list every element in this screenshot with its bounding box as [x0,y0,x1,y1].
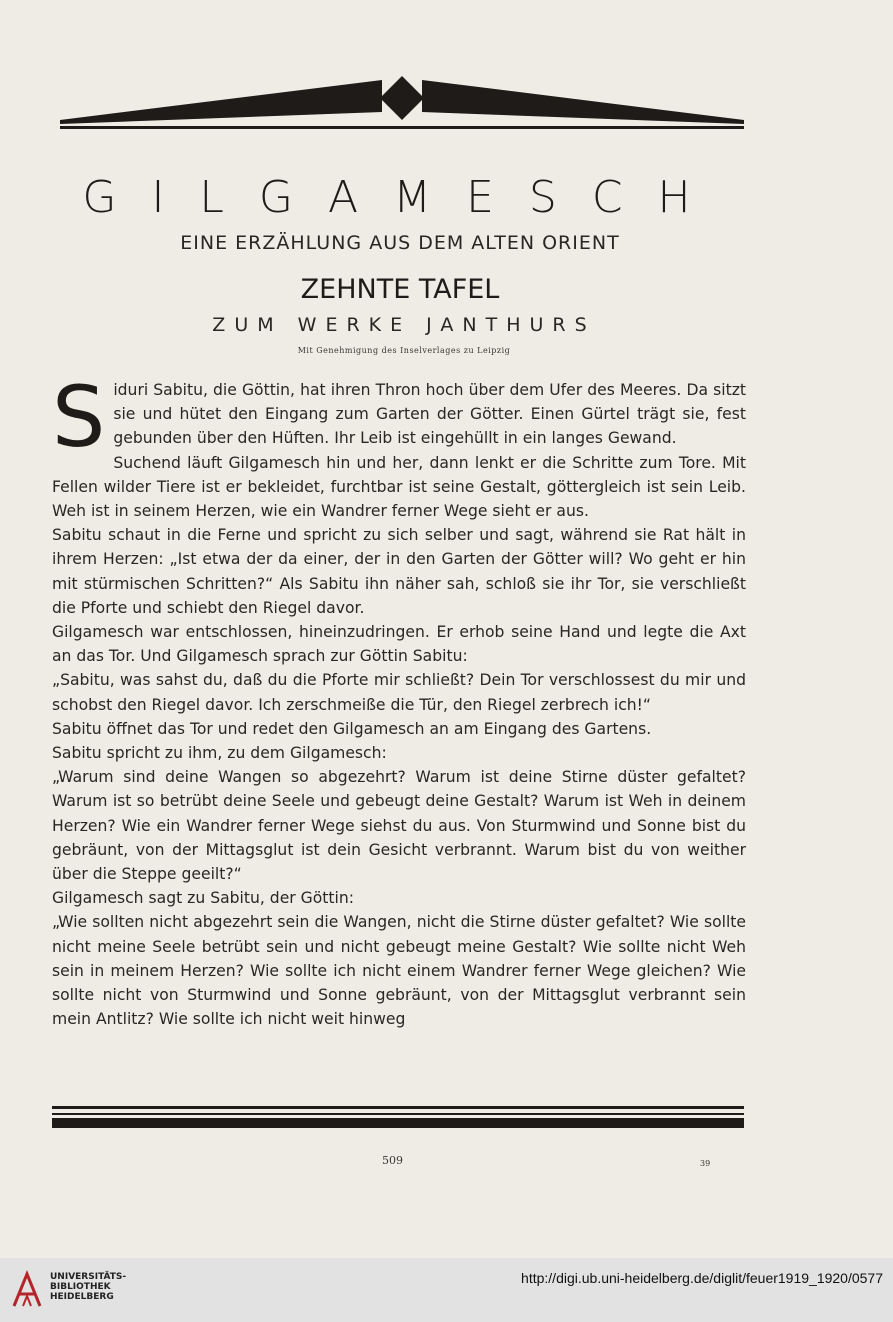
paragraph: Suchend läuft Gilgamesch hin und her, dann lenkt er die Schritte zum Tore. Mit Fellen wilder Tiere ist er bekleidet, furchtbar ist seine Gestalt, göttergleich ist sein Leib. Weh ist in seinem Herzen, wie ein Wandrer ferner Wege sieht er aus. [52,453,746,521]
page-number: 509 [382,1154,403,1167]
paragraph: Sabitu schaut in die Ferne und spricht zu sich selber und sagt, während sie Rat hält in ihrem Herzen: „Ist etwa der da einer, der in den Garten der Götter will? Wo geht er hin mit stürmischen Schritten?“ Als Sabitu ihn näher sah, schloß sie ihr Tor, sie verschließt die Pforte und schiebt den Riegel davor. [52,526,746,617]
permalink-url[interactable]: http://digi.ub.uni-heidelberg.de/diglit/feuer1919_1920/0577 [521,1270,883,1286]
signature-mark: 39 [700,1159,711,1168]
footer-ornament-rule [52,1106,744,1130]
drop-cap: S [52,368,106,466]
library-name[interactable]: UNIVERSITÄTS- BIBLIOTHEK HEIDELBERG [50,1272,127,1302]
paragraph: „Wie sollten nicht abgezehrt sein die Wangen, nicht die Stirne düster gefaltet? Wie sollte nicht meine Seele betrübt sein und nicht gebeugt meine Gestalt? Wie sollte nicht Weh sein in meinem Herzen? Wie sollte ich nicht einem Wandrer ferner Wege gleichen? Wie sollte nicht von Sturmwind und Sonne gebräunt, von der Mittagsglut verbrannt sein mein Antlitz? Wie sollte ich nicht weit hinweg [52,913,746,1029]
paragraph: Gilgamesch war entschlossen, hineinzudringen. Er erhob seine Hand und legte die Axt an das Tor. Und Gilgamesch sprach zur Göttin Sabitu: [52,623,746,666]
body-text [52,368,746,1031]
library-logo-icon[interactable] [10,1270,44,1310]
paragraph: Sabitu öffnet das Tor und redet den Gilgamesch an am Eingang des Gartens. [52,719,652,738]
author-line: ZUM WERKE JANTHURS [212,314,596,336]
subtitle: EINE ERZÄHLUNG AUS DEM ALTEN ORIENT [180,232,620,254]
paragraph: Siduri Sabitu, die Göttin, hat ihren Thron hoch über dem Ufer des Meeres. Da sitzt sie und hütet den Eingang zum Garten der Götter. Einen Gürtel trägt sie, fest gebunden über den Hüften. Ihr Leib ist eingehüllt in ein langes Gewand. [52,368,746,466]
viewer-footer [0,1258,893,1322]
page-title: GILGAMESCH [82,172,726,223]
paragraph: „Warum sind deine Wangen so abgezehrt? Warum ist deine Stirne düster gefaltet? Warum ist so betrübt deine Seele und gebeugt deine Gestalt? Warum ist Weh in deinem Herzen? Wie ein Wandrer ferner Wege siehst du aus. Von Sturmwind und Sonne bist du gebräunt, von der Mittagsglut ist dein Gesicht verbrannt. Warum bist du von weither über die Steppe geeilt?“ [52,768,746,884]
paragraph: Gilgamesch sagt zu Sabitu, der Göttin: [52,889,354,908]
paragraph: Sabitu spricht zu ihm, zu dem Gilgamesch: [52,744,387,763]
permission-note: Mit Genehmigung des Inselverlages zu Leipzig [297,346,511,355]
chapter-heading: ZEHNTE TAFEL [300,274,500,305]
paragraph: „Sabitu, was sahst du, daß du die Pforte mir schließt? Dein Tor verschlossest du mir und schobst den Riegel davor. Ich zerschmeiße die Tür, den Riegel zerbrech ich!“ [52,671,746,714]
header-ornament [60,74,744,132]
